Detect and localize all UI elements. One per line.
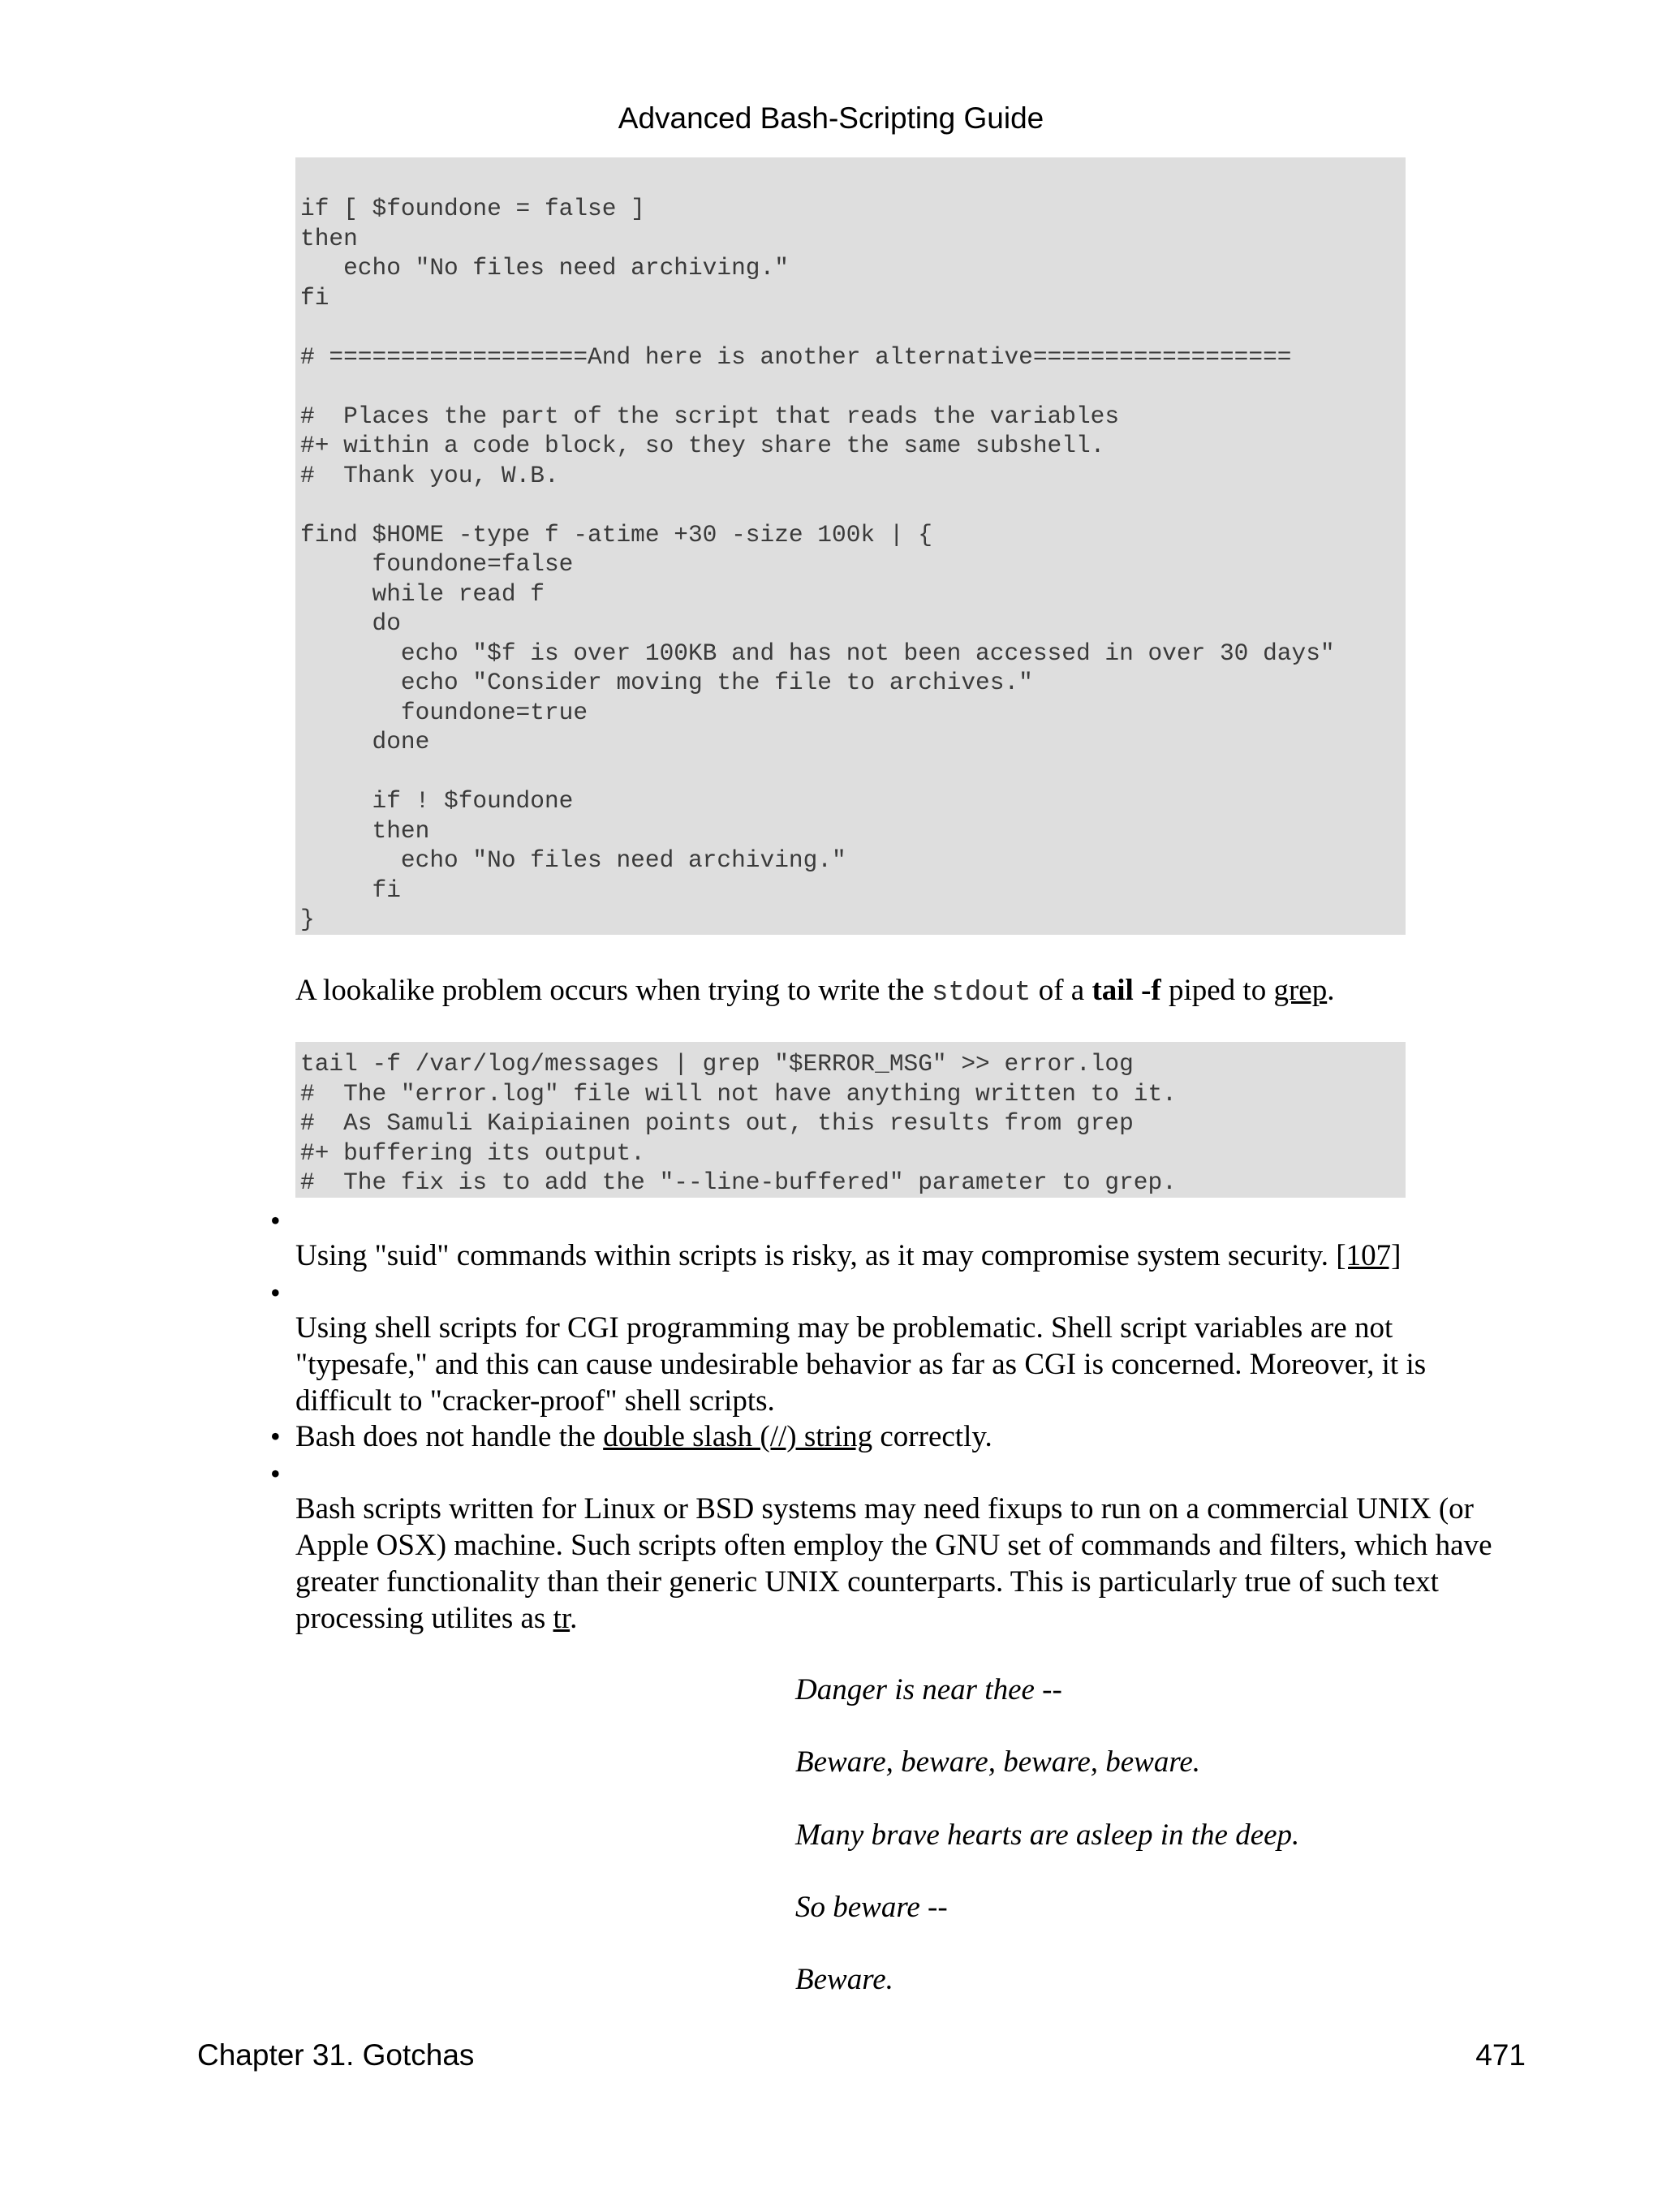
stdout-literal: stdout [932, 978, 1031, 1009]
lookalike-text-1: A lookalike problem occurs when trying to write the [295, 974, 932, 1007]
double-slash-link[interactable]: double slash (//) string [603, 1420, 873, 1453]
lookalike-paragraph [295, 972, 1513, 1012]
list-item-portability [295, 1491, 1513, 1637]
poem-line-4: So beware -- [795, 1891, 948, 1924]
list-item-double-slash [295, 1418, 1513, 1455]
poem-line-5: Beware. [795, 1963, 893, 1996]
list-item-suid-text: Using "suid" commands within scripts is risky, as it may compromise system security. [295, 1239, 1337, 1272]
bullet-icon: • [270, 1276, 281, 1309]
tr-link[interactable]: tr [553, 1602, 571, 1635]
code-block-find-alternative: if [ $foundone = false ] then echo "No files need archiving." fi # ==================And here is another alternative================== # Places the part of the script that reads the variables #+ within a code block, so they share the same subshell. # Thank you, W.B. find $HOME -type f -atime +30 -size 100k | { foundone=false while read f do echo "$f is over 100KB and has not been accessed in over 30 days" echo "Consider moving the file to archives." foundone=true done if ! $foundone then echo "No files need archiving." fi } [295, 157, 1406, 935]
lookalike-text-4: . [1327, 974, 1335, 1007]
list-item-suid [295, 1237, 1513, 1274]
footer-chapter: Chapter 31. Gotchas [197, 2038, 475, 2072]
list-item-portability-text-end: . [570, 1602, 578, 1635]
bullet-icon: • [270, 1420, 281, 1452]
page-header-title: Advanced Bash-Scripting Guide [618, 101, 1044, 135]
footer-page-number: 471 [1475, 2038, 1526, 2072]
poem-line-2: Beware, beware, beware, beware. [795, 1745, 1201, 1779]
grep-link[interactable]: grep [1273, 974, 1328, 1007]
bullet-icon: • [270, 1204, 281, 1237]
list-item-double-slash-text-2: correctly. [872, 1420, 992, 1453]
tail-f-command: tail -f [1091, 974, 1161, 1007]
poem-line-3: Many brave hearts are asleep in the deep. [795, 1818, 1300, 1852]
list-item-cgi: Using shell scripts for CGI programming may be problematic. Shell script variables are not "typesafe," and this can cause undesirable behavior as far as CGI is concerned. Moreover, it is difficult to "cracker-proof" shell scripts. [295, 1311, 1427, 1418]
footnote-107-link[interactable]: [107] [1336, 1239, 1402, 1272]
lookalike-text-3: piped to [1160, 974, 1274, 1007]
list-item-portability-text: Bash scripts written for Linux or BSD systems may need fixups to run on a commercial UNIX (or Apple OSX) machine. Such scripts often employ the GNU set of commands and filters, which have greater functionality than their generic UNIX counterparts. This is particularly true of such text processing utilites as [295, 1492, 1492, 1635]
lookalike-text-2: of a [1031, 974, 1092, 1007]
bullet-icon: • [270, 1457, 281, 1490]
code-block-tail-grep: tail -f /var/log/messages | grep "$ERROR_MSG" >> error.log # The "error.log" file will not have anything written to it. # As Samuli Kaipiainen points out, this results from grep #+ buffering its output. # The fix is to add the "--line-buffered" parameter to grep. [295, 1042, 1406, 1198]
list-item-double-slash-text-1: Bash does not handle the [295, 1420, 604, 1453]
poem-line-1: Danger is near thee -- [795, 1673, 1062, 1706]
